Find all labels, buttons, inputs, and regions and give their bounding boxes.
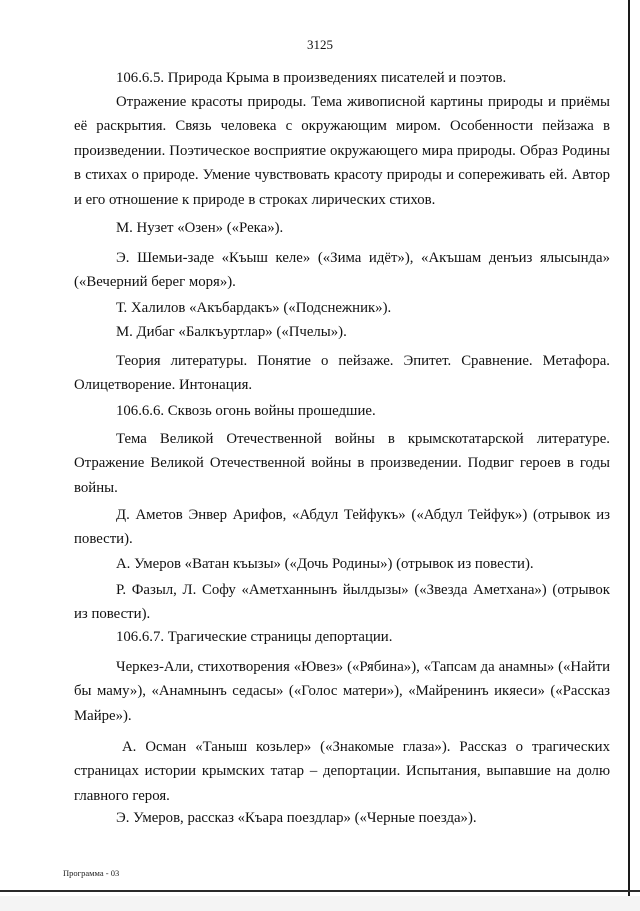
scan-margin-bottom [0,896,640,911]
footer-program-label: Программа - 03 [63,868,120,878]
reading-item-fazyl-sofu: Р. Фазыл, Л. Софу «Аметханнынъ йылдызы» («Звезда Аметхана») (отрывок из повести). [74,582,610,623]
scan-edge-bottom [0,890,640,892]
paragraph-nature-theme: Отражение красоты природы. Тема живописной картины природы и приёмы её раскрытия. Связь человека с окружающим миром. Особенности пейзажа в произведении. Поэтическое восприятие окружающего мира природы. Образ Родины в стихах о природе. Умение чувствовать красоту природы и сопереживать ей. Автор и его отношение к природе в строках лирических стихов. [74,94,610,208]
paragraph-literary-theory: Теория литературы. Понятие о пейзаже. Эпитет. Сравнение. Метафора. Олицетворение. Интонация. [74,353,610,394]
reading-item-ametov: Д. Аметов Энвер Арифов, «Абдул Тейфукъ» («Абдул Тейфук») (отрывок из повести). [74,507,610,548]
reading-item-cherkez-ali: Черкез-Али, стихотворения «Ювез» («Рябина»), «Тапсам да анамны» («Найти бы маму»), «Анамнынъ седасы» («Голос матери»), «Майренинъ икяеси» («Рассказ Майре»). [74,659,610,724]
paragraph-war-theme: Тема Великой Отечественной войны в крымскотатарской литературе. Отражение Великой Отечественной войны в произведении. Подвиг героев в годы войны. [74,431,610,496]
reading-item-shemyi-zade: Э. Шемьи-заде «Къыш келе» («Зима идёт»), «Акъшам денъиз ялысында» («Вечерний берег моря»). [74,250,610,291]
section-heading-106-6-6: 106.6.6. Сквозь огонь войны прошедшие. [116,403,376,419]
reading-item-osman: А. Осман «Таныш козьлер» («Знакомые глаза»). Рассказ о трагических страницах истории крымских татар – депортации. Испытания, выпавшие на долю главного героя. [74,739,610,804]
reading-item-umerov-vatan: А. Умеров «Ватан къызы» («Дочь Родины») (отрывок из повести). [116,556,534,572]
section-heading-106-6-5: 106.6.5. Природа Крыма в произведениях писателей и поэтов. [116,70,507,86]
reading-item-khalilov: Т. Халилов «Акъбардакъ» («Подснежник»). [116,300,392,316]
reading-item-nuzet: М. Нузет «Озен» («Река»). [116,220,284,236]
page-number: 3125 [307,37,333,52]
reading-item-umerov-poezdlar: Э. Умеров, рассказ «Къара поездлар» («Черные поезда»). [116,810,477,826]
scan-edge-right [628,0,630,911]
section-heading-106-6-7: 106.6.7. Трагические страницы депортации. [116,629,393,645]
reading-item-dibag: М. Дибаг «Балкъуртлар» («Пчелы»). [116,324,347,340]
